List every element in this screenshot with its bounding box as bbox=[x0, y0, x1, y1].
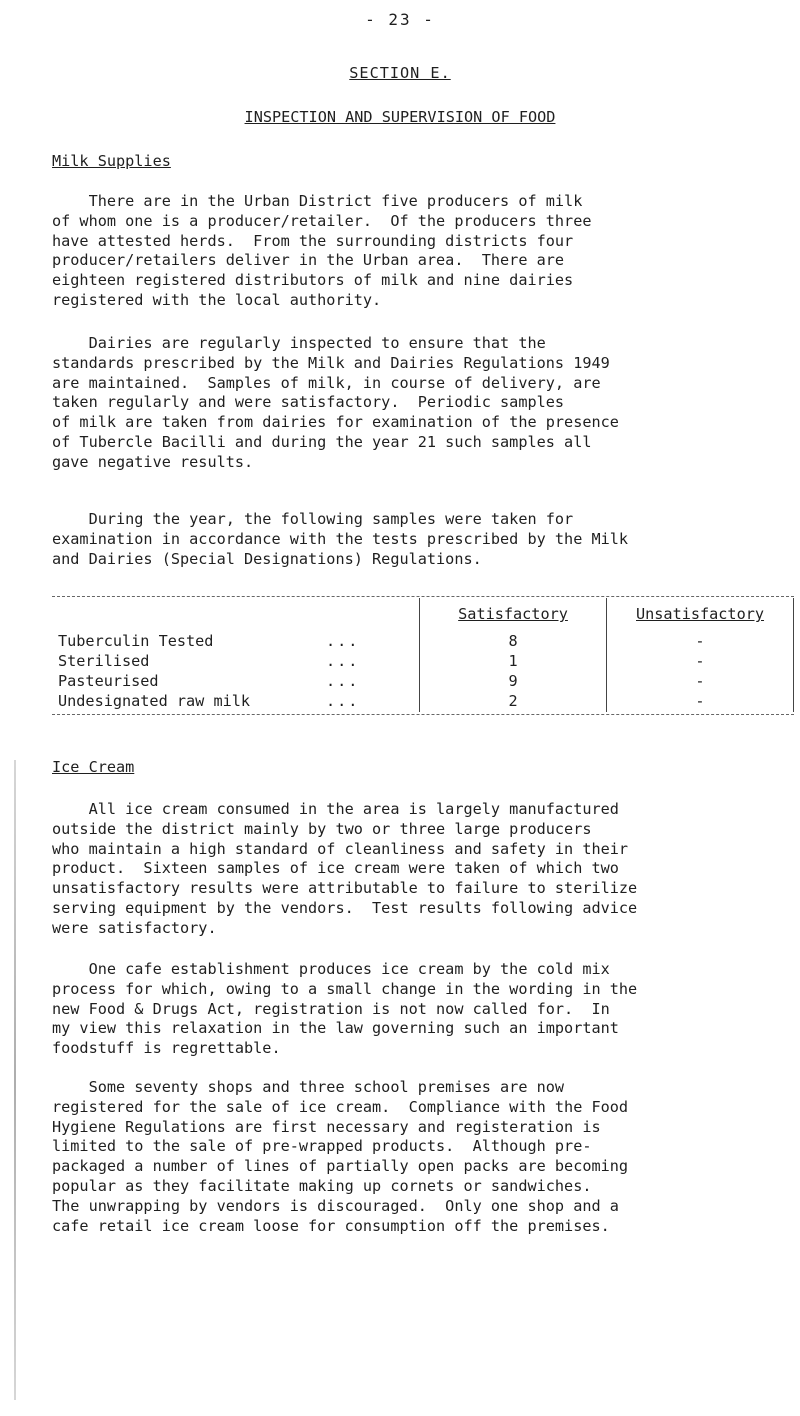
row-dots: ... bbox=[326, 632, 360, 651]
row-dots: ... bbox=[326, 652, 360, 671]
milk-paragraph-2: Dairies are regularly inspected to ensure that the standards prescribed by the Milk and Dairies Regulations 1949 are maintained. Samples of milk, in course of delivery, are taken regularly and were satisfactory. Periodic samples of milk are taken from dairies for examination of the presence of Tubercle Bacilli and during the year 21 such samples all gave negative results. bbox=[52, 334, 619, 471]
row-dots: ... bbox=[326, 692, 360, 711]
table-header-blank bbox=[52, 598, 420, 632]
scan-margin-shadow bbox=[14, 760, 16, 1400]
row-unsatisfactory: - bbox=[607, 652, 794, 672]
row-satisfactory: 8 bbox=[420, 632, 607, 652]
table-row bbox=[52, 672, 794, 692]
row-satisfactory: 2 bbox=[420, 692, 607, 712]
ice-cream-heading: Ice Cream bbox=[52, 758, 135, 776]
ice-cream-paragraph-2: One cafe establishment produces ice cream by the cold mix process for which, owing to a small change in the wording in the new Food & Drugs Act, registration is not now called for. In my view this relaxation in the law governing such an important foodstuff is regrettable. bbox=[52, 960, 638, 1058]
table-top-rule bbox=[52, 596, 794, 597]
ice-cream-paragraph-1: All ice cream consumed in the area is largely manufactured outside the district mainly by two or three large producers who maintain a high standard of cleanliness and safety in their product. Sixteen samples of ice cream were taken of which two unsatisfactory results were attributable to failure to sterilize serving equipment by the vendors. Test results following advice were satisfactory. bbox=[52, 800, 638, 937]
row-dots: ... bbox=[326, 672, 360, 691]
table-row bbox=[52, 632, 794, 652]
row-unsatisfactory: - bbox=[607, 692, 794, 712]
milk-supplies-heading: Milk Supplies bbox=[52, 152, 171, 170]
samples-table bbox=[52, 598, 794, 712]
row-unsatisfactory: - bbox=[607, 632, 794, 652]
row-label: Tuberculin Tested bbox=[58, 632, 214, 651]
row-label: Undesignated raw milk bbox=[58, 692, 251, 711]
table-row bbox=[52, 652, 794, 672]
row-label: Sterilised bbox=[58, 652, 150, 671]
row-unsatisfactory: - bbox=[607, 672, 794, 692]
table-header-unsatisfactory: Unsatisfactory bbox=[607, 598, 794, 632]
page-title: INSPECTION AND SUPERVISION OF FOOD bbox=[244, 108, 556, 126]
ice-cream-paragraph-3: Some seventy shops and three school premises are now registered for the sale of ice cream. Compliance with the Food Hygiene Regulations are first necessary and registeration is limited to the sale of pre-wrapped products. Although pre- packaged a number of lines of partially open packs are becoming popular as they facilitate making up cornets or sandwiches. The unwrapping by vendors is discouraged. Only one shop and a cafe retail ice cream loose for consumption off the premises. bbox=[52, 1078, 629, 1235]
page-number: - 23 - bbox=[365, 10, 435, 29]
table-header-row bbox=[52, 598, 794, 632]
milk-paragraph-3: During the year, the following samples were taken for examination in accordance with the tests prescribed by the Milk and Dairies (Special Designations) Regulations. bbox=[52, 510, 629, 568]
row-label: Pasteurised bbox=[58, 672, 159, 691]
table-row bbox=[52, 692, 794, 712]
row-satisfactory: 1 bbox=[420, 652, 607, 672]
milk-paragraph-1: There are in the Urban District five producers of milk of whom one is a producer/retailer. Of the producers three have attested herds. From the surrounding districts four producer/retailers deliver in the Urban area. There are eighteen registered distributors of milk and nine dairies registered with the local authority. bbox=[52, 192, 592, 309]
table-bottom-rule bbox=[52, 714, 794, 715]
row-satisfactory: 9 bbox=[420, 672, 607, 692]
table-header-satisfactory: Satisfactory bbox=[420, 598, 607, 632]
section-label: SECTION E. bbox=[349, 64, 451, 82]
